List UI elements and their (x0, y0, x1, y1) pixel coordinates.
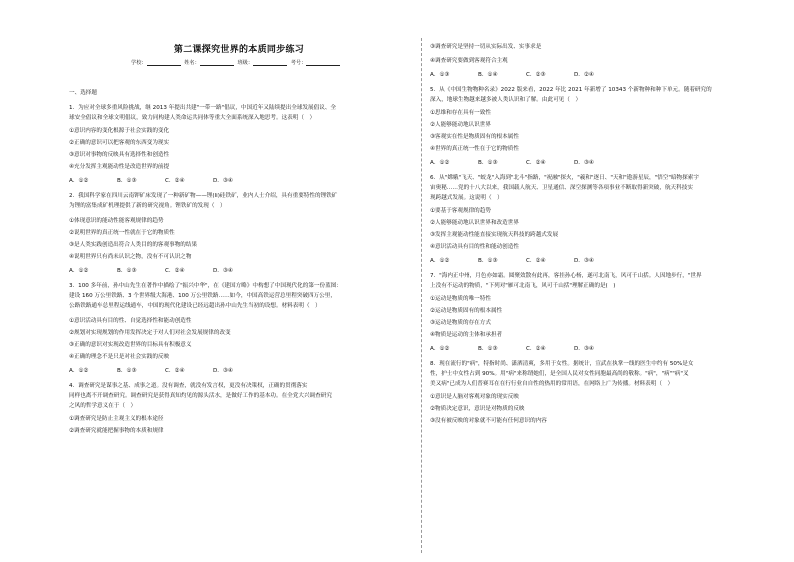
text-line: ④充分发挥主观能动性是改造世界的前提 (69, 164, 170, 170)
student-info-line (131, 59, 342, 66)
text-line: ①调查研究是防止主观主义的根本途径 (69, 416, 164, 422)
text-line: 性，护士中女性占到 90%。用"病"来称谓她们，是全国人民对女性同胞最高尚的敬称。"病"，"病""病"叉 (430, 371, 689, 377)
text-line: ③没有被反映的对象就不可能有任何意识的内容 (430, 418, 547, 424)
text-line: ④世界的真正统一性在于它的物质性 (430, 146, 519, 152)
text-line: ①要基于客观规律的趋势 (430, 208, 491, 214)
class-label: 班级： (237, 60, 254, 66)
text-line: ②人能够能动地认识世界和改造世界 (430, 220, 519, 226)
text-line: ④物质是运动的主体和承担者 (430, 332, 503, 338)
answer-option: A．①② (430, 346, 450, 352)
answer-option: D．③④ (213, 268, 233, 274)
answer-option: C．②④ (526, 258, 546, 264)
text-line: ①思维和存在具有一致性 (430, 110, 491, 116)
answer-option: D．③④ (574, 258, 594, 264)
text-line: 球安全倡议和全球文明倡议，致力同构建人类命运共同体等重大全面系统深入地思考。这表明（ ） (69, 115, 316, 121)
answer-options (430, 160, 622, 167)
answer-option: C．②④ (165, 268, 185, 274)
text-line: ③意识对事物的反映具有选择性和创造性 (69, 152, 170, 158)
answer-option: D．③④ (574, 346, 594, 352)
answer-options (430, 346, 622, 353)
text-line: 宙奥秘……党的十八大以来，我国载人航天、卫星通信、深空探测等各项事业不断取得新突破，航天科技实 (430, 185, 693, 191)
text-line: ②人能够能动地认识世界 (430, 122, 491, 128)
text-line: ③发挥主观能动性能直接实现航天科技的跨越式发展 (430, 232, 559, 238)
answer-option: A．①② (69, 368, 89, 374)
text-line: 8．现在流行的"病"，特指时尚、潇洒清爽，多用于女性。据统计，宣武在执掌一线的医生中约有 50%是女 (430, 361, 694, 367)
text-line: ③客观实在性是物质固有的根本属性 (430, 134, 519, 140)
answer-option: A．①② (430, 160, 450, 166)
text-line: 为锂的富集成矿机理提供了新的研究视角。锂铁矿的发现（ ） (69, 203, 226, 209)
text-line: 4．调查研究是谋事之基、成事之道。没有调查，就没有发言权，更没有决策权，正确的贯彻落实 (69, 383, 308, 389)
school-label: 学校： (131, 60, 147, 66)
text-line: 6．从"嫦娥"飞天、"蛟龙"入海到"北斗"指路，"祝融"探火，"羲和"逐日、"天和"遨游星辰，"悟空"暗物探索宇 (430, 175, 699, 181)
answer-option: D．③④ (213, 368, 233, 374)
answer-option: B．①③ (478, 258, 498, 264)
answer-options (430, 72, 622, 79)
text-line: ①运动是物质的唯一特性 (430, 296, 491, 302)
answer-option: C．②④ (526, 160, 546, 166)
answer-options (430, 258, 622, 265)
text-line: ①体现意识的能动性能客观规律的趋势 (69, 218, 164, 224)
text-line: 7．"海内正中州，月色亦如霜。圆聚效散有此再，客挂孙心杨，遂可北南飞，风可千山括。人因地步行，"世界 (430, 273, 702, 279)
text-line: ④正确的理念不是只是对社会实践的反映 (69, 354, 170, 360)
text-line: ④说明世界只有尚未认识之物，没有不可认识之物 (69, 254, 192, 260)
text-line: ④意识活动具有目的性和能动创造性 (430, 244, 519, 250)
class-blank[interactable] (253, 59, 287, 66)
text-line: ①意识活动具有目的性、自觉选择性和能动创造性 (69, 318, 192, 324)
answer-option: B．①③ (117, 368, 137, 374)
column-divider (421, 38, 422, 553)
exam-number-label: 考号： (290, 60, 307, 66)
text-line: 3．100 多年前，孙中山先生在著作中描绘了"振兴中华"，在《建国方略》中构想了中国现代化的第一份蓝图： (69, 283, 342, 289)
text-line: ②运动是物质固有的根本属性 (430, 308, 503, 314)
answer-option: D．②④ (574, 72, 594, 78)
name-label: 姓名： (184, 60, 200, 66)
text-line: 美又病"已成为人们普赛耳在在行行业自自性的热用的常用语，在网络上广为传播。材料表明（ ） (430, 381, 674, 387)
text-line: 深入，地球生物越来越多被人类认识和了解。由此可见（ ） (430, 97, 582, 103)
answer-option: A．①② (69, 268, 89, 274)
page-title: 第二课探究世界的本质同步练习 (173, 45, 305, 55)
answer-options (69, 268, 261, 275)
answer-options (69, 368, 261, 375)
text-line: ②物质决定意识，意识是对物质的反映 (430, 406, 525, 412)
answer-option: B．①③ (478, 160, 498, 166)
text-line: 1．为应对全球多重风险挑战，继 2013 年提出共建"一带一路"倡议，中国近年又陆续提出全球发展倡议、全 (69, 105, 337, 111)
text-line: 公路铁路通车总里程运线通车，中国的现代化建设已经远超出孙中山先生当初的设想。材料表明（ ） (69, 303, 321, 309)
text-line: ①意识是人脑对客观对象的现实反映 (430, 394, 519, 400)
school-blank[interactable] (147, 59, 181, 66)
answer-option: B．①③ (117, 178, 137, 184)
text-line: ③调查研究是坚持一切从实际出发、实事求是 (430, 44, 542, 50)
text-line: 一、选择题 (69, 90, 97, 96)
answer-option: A．①③ (430, 72, 450, 78)
exam-number-blank[interactable] (306, 59, 340, 66)
text-line: ④调查研究要做到客观符合主观 (430, 58, 508, 64)
answer-option: C．②③ (526, 72, 546, 78)
text-line: ①意识内容的变化根源于社会实践的变化 (69, 128, 170, 134)
text-line: ③正确的意识对实现改造世界的目标具有积极意义 (69, 342, 192, 348)
text-line: 同样也离不开调查研究。调查研究是获得真知灼见的源头活水，是做好工作的基本功。在全党大兴调查研究 (69, 393, 332, 399)
text-line: 5．从《中国生物物种名录》2022 版来看，2022 年比 2021 年新增了 10343 个新物种和种下单元。随着研究的 (430, 87, 712, 93)
answer-option: B．①③ (478, 346, 498, 352)
answer-option: D．③④ (574, 160, 594, 166)
answer-option: C．②④ (165, 368, 185, 374)
text-line: 上没有不运动的物质，"下列对"雁可北南飞，风可千山括"理解正确的是( ) (430, 283, 616, 289)
answer-option: B．①③ (117, 268, 137, 274)
answer-option: B．①④ (478, 72, 498, 78)
text-line: 之风的哲学意义在于（ ） (69, 403, 137, 409)
text-line: 2．我国科学家在四川云南钾矿床发现了一种新矿物——锂(li)硅铁矿，业内人士介绍，具有重要特性的锂铁矿 (69, 193, 338, 199)
text-line: ②说明世界的真正统一性就在于它的物质性 (69, 230, 175, 236)
answer-options (69, 178, 261, 185)
name-blank[interactable] (200, 59, 234, 66)
text-line: ②调查研究就能把握事物的本质和规律 (69, 428, 164, 434)
text-line: ②正确的意识可以把客观的东西变为现实 (69, 140, 170, 146)
text-line: ③是人类实践创造出符合人类目的的客观事物的结果 (69, 242, 198, 248)
answer-option: C．②④ (165, 178, 185, 184)
answer-option: A．①② (69, 178, 89, 184)
text-line: 建设 160 万公里铁路、3 个世界级大海港、100 万公里铁路……如今，中国高铁运营总里程突破四万公里， (69, 293, 336, 299)
answer-option: A．①② (430, 258, 450, 264)
text-line: 现跨越式发展。这说明（ ） (430, 195, 503, 201)
text-line: ②规划对实现规划的作用发挥决定于对人们对社会发展规律的改变 (69, 330, 231, 336)
answer-option: D．③④ (213, 178, 233, 184)
text-line: ③运动是物质的存在方式 (430, 320, 491, 326)
answer-option: C．②④ (526, 346, 546, 352)
